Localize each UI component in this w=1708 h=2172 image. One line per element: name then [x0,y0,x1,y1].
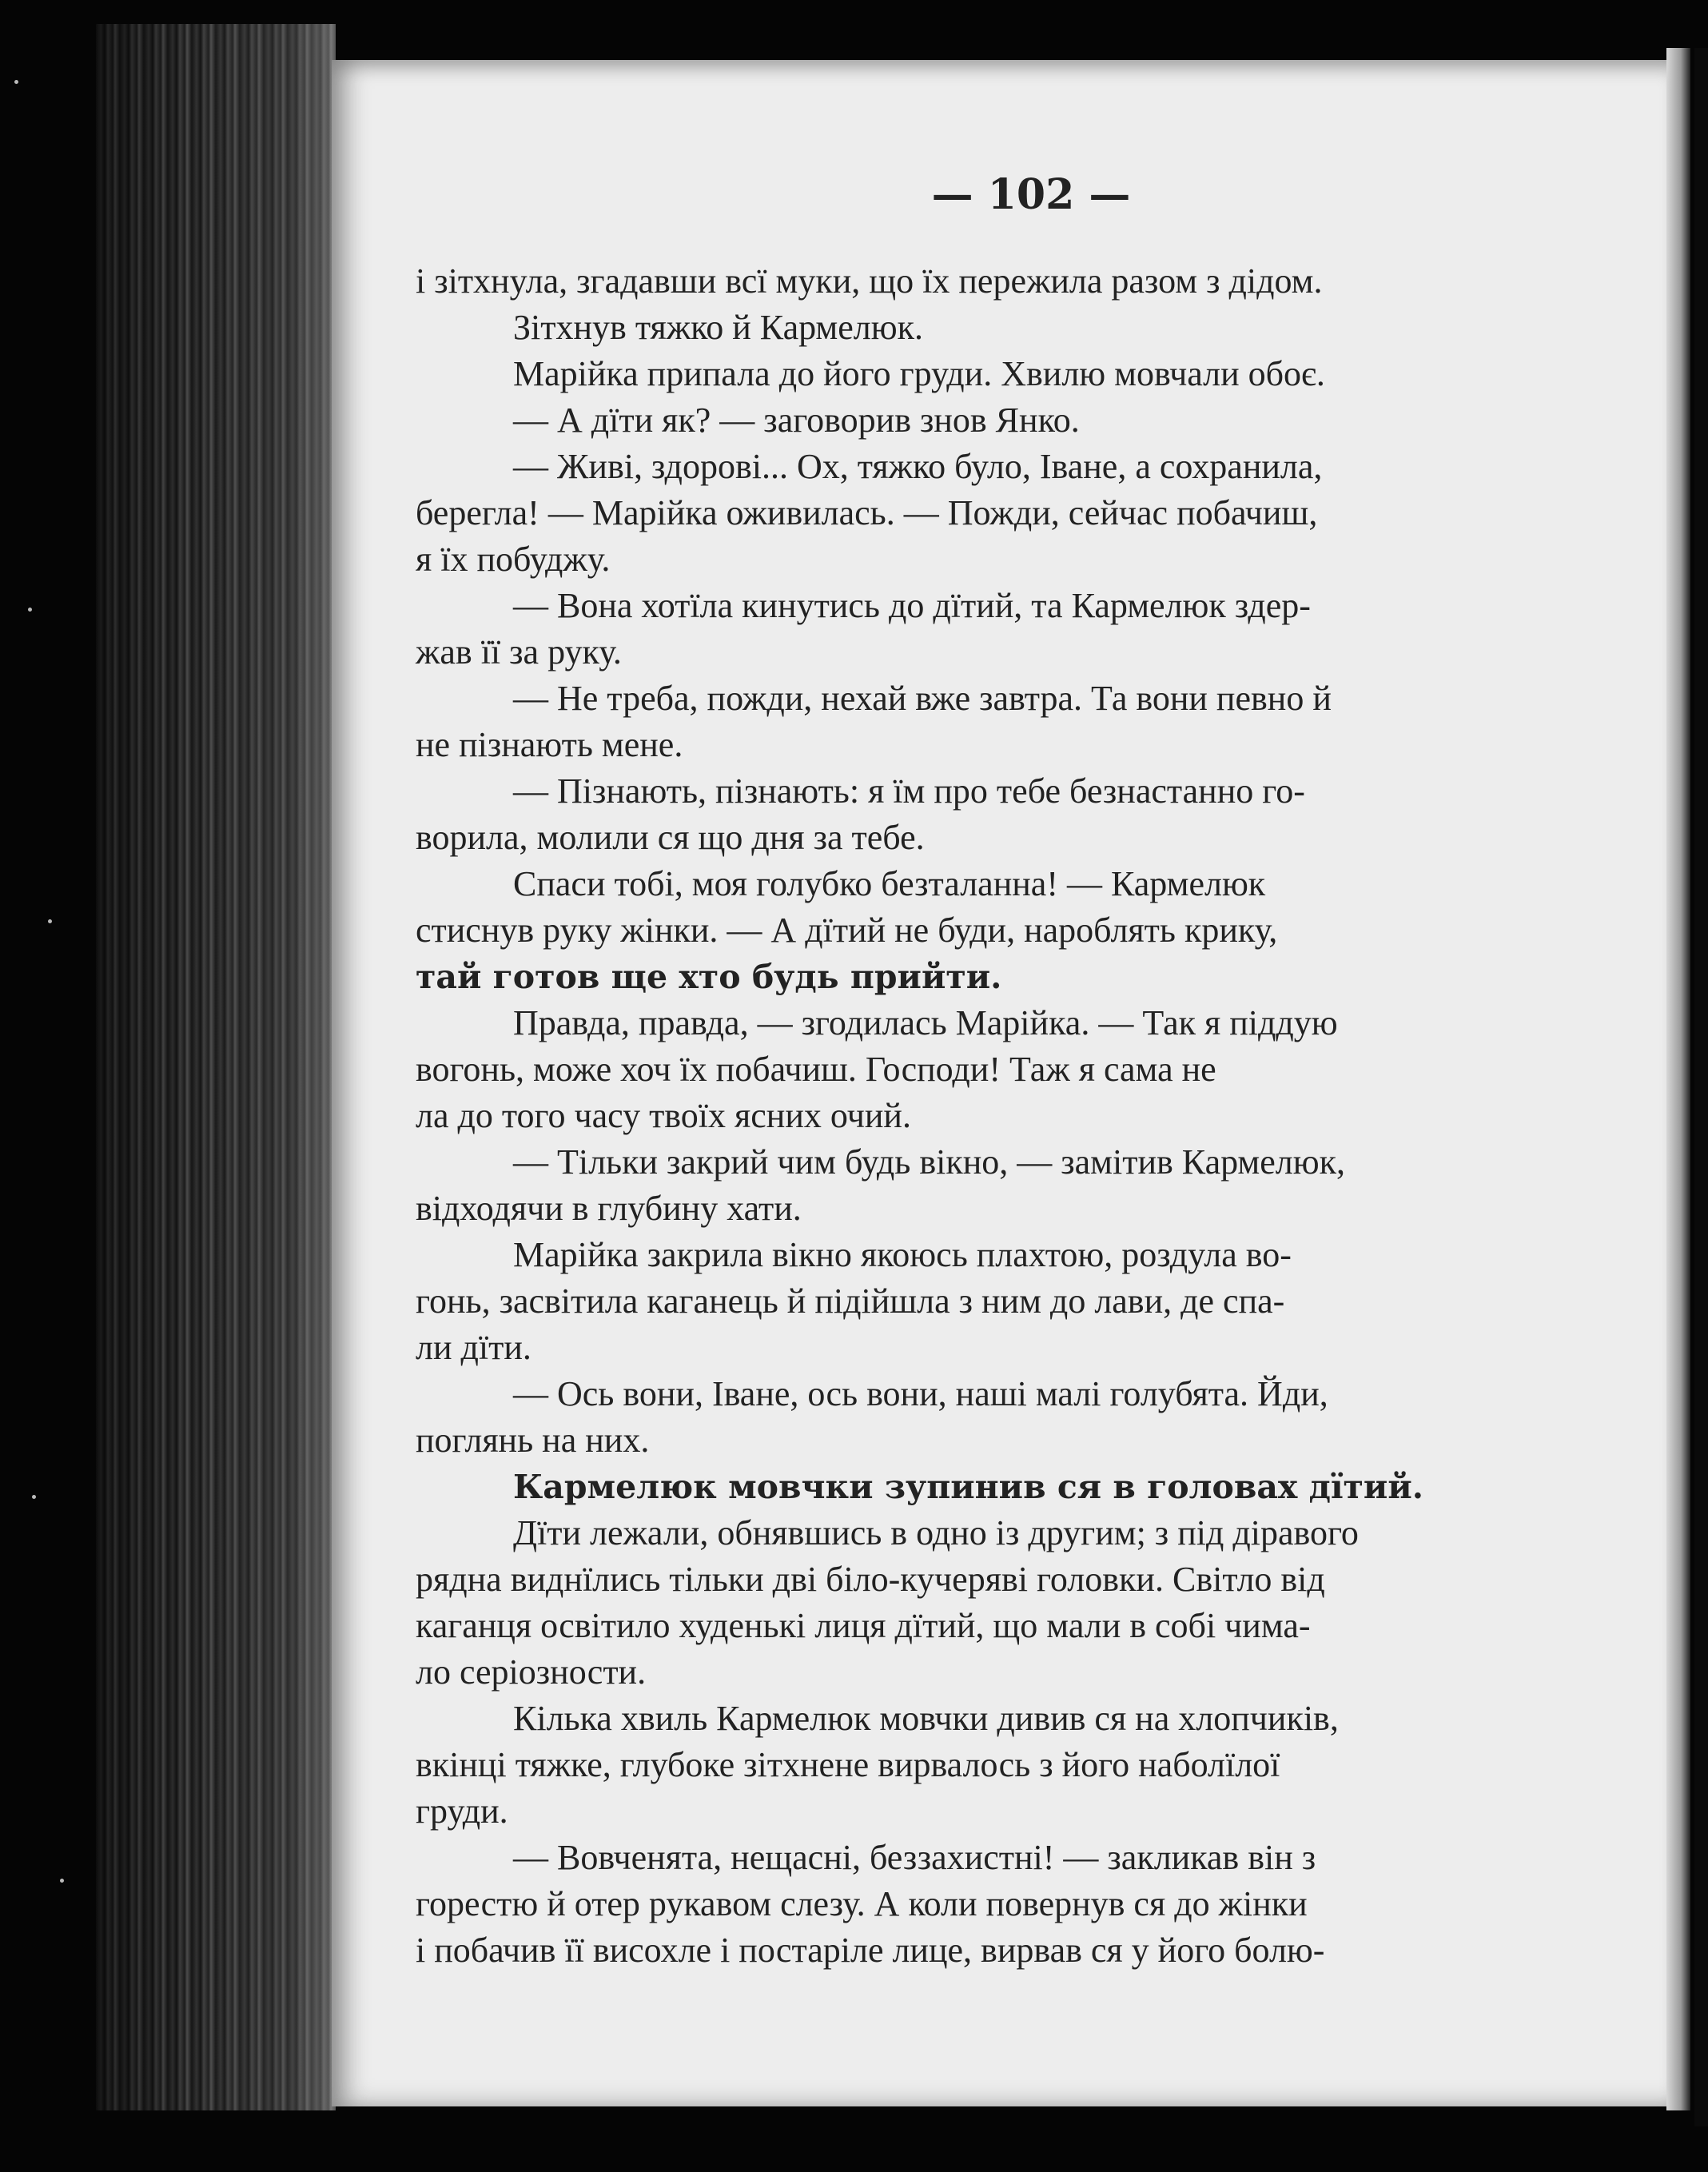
text-line: ло серіозности. [416,1652,647,1692]
text-line: не пізнають мене. [416,725,683,764]
text-line: — Тільки закрий чим будь вікно, — замітив Кармелюк, [513,1142,1346,1182]
gutter-shadow [96,24,336,2110]
text-line: Дїти лежали, обнявшись в одно із другим; з під діравого [513,1513,1359,1552]
text-line: каганця освітило худенькі лиця дїтий, що мали в собі чима- [416,1606,1311,1645]
text-line: — Пізнають, пізнають: я їм про тебе безнастанно го- [513,771,1305,811]
text-line: ворила, молили ся що дня за тебе. [416,818,925,857]
text-line: вкінці тяжке, глубоке зітхнене вирвалось з його наболїлої [416,1745,1280,1784]
page-text-block [416,172,1614,1974]
scan-speck [48,919,52,923]
scan-speck [32,1495,36,1499]
text-line: рядна виднїлись тільки дві біло-кучеряві головки. Світло від [416,1560,1325,1599]
text-line: — Вона хотїла кинутись до дїтий, та Кармелюк здер- [513,586,1311,625]
text-line: Кілька хвиль Кармелюк мовчки дивив ся на хлопчиків, [513,1699,1339,1738]
scan-border-right [1694,48,1708,2126]
text-line: горестю й отер рукавом слезу. А коли повернув ся до жінки [416,1884,1308,1923]
text-line: — Живі, здорові... Ох, тяжко було, Іване, а сохранила, [513,447,1323,486]
text-line: — Не треба, пожди, нехай вже завтра. Та вони певно й [513,679,1332,718]
text-line: груди. [416,1791,508,1831]
page-right-edge [1666,48,1690,2110]
text-line: — А дїти як? — заговорив знов Янко. [513,401,1080,440]
scan-speck [14,80,18,84]
text-line: гонь, засвітила каганець й підійшла з ним до лави, де спа- [416,1281,1285,1321]
text-line: берегла! — Марійка оживилась. — Пожди, сейчас побачиш, [416,493,1318,532]
text-line: вогонь, може хоч їх побачиш. Господи! Таж я сама не [416,1050,1216,1089]
text-line: і зітхнула, згадавши всї муки, що їх пережила разом з дідом. [416,261,1323,301]
text-line: ла до того часу твоїх ясних очий. [416,1096,911,1135]
text-line: ли дїти. [416,1328,532,1367]
text-line: Марійка закрила вікно якоюсь плахтою, роздула во- [513,1235,1292,1274]
text-line: стиснув руку жінки. — А дїтий не буди, нароблять крику, [416,911,1278,950]
text-line: поглянь на них. [416,1421,650,1460]
text-line: і побачив її висохле і постаріле лице, вирвав ся у його болю- [416,1931,1325,1970]
page-number: — 102 — [931,170,1131,219]
text-line: Правда, правда, — згодилась Марійка. — Так я піддую [513,1003,1338,1042]
text-line: Кармелюк мовчки зупинив ся в головах дїтий. [513,1468,1424,1506]
text-line: Зітхнув тяжко й Кармелюк. [513,308,924,347]
text-line: Марійка припала до його груди. Хвилю мовчали обоє. [513,354,1325,393]
scan-speck [60,1879,64,1883]
text-line: жав її за руку. [416,632,622,672]
text-line: тай готов ще хто будь прийти. [416,958,1002,996]
text-lines [416,258,1614,1974]
scan-speck [28,608,32,612]
text-line: Спаси тобі, моя голубко безталанна! — Кармелюк [513,864,1266,903]
text-line: я їх побуджу. [416,540,611,579]
text-line: — Ось вони, Іване, ось вони, наші малі голубята. Йди, [513,1374,1328,1413]
text-line: — Вовченята, нещасні, беззахистні! — закликав він з [513,1838,1316,1877]
text-line: відходячи в глубину хати. [416,1189,802,1228]
